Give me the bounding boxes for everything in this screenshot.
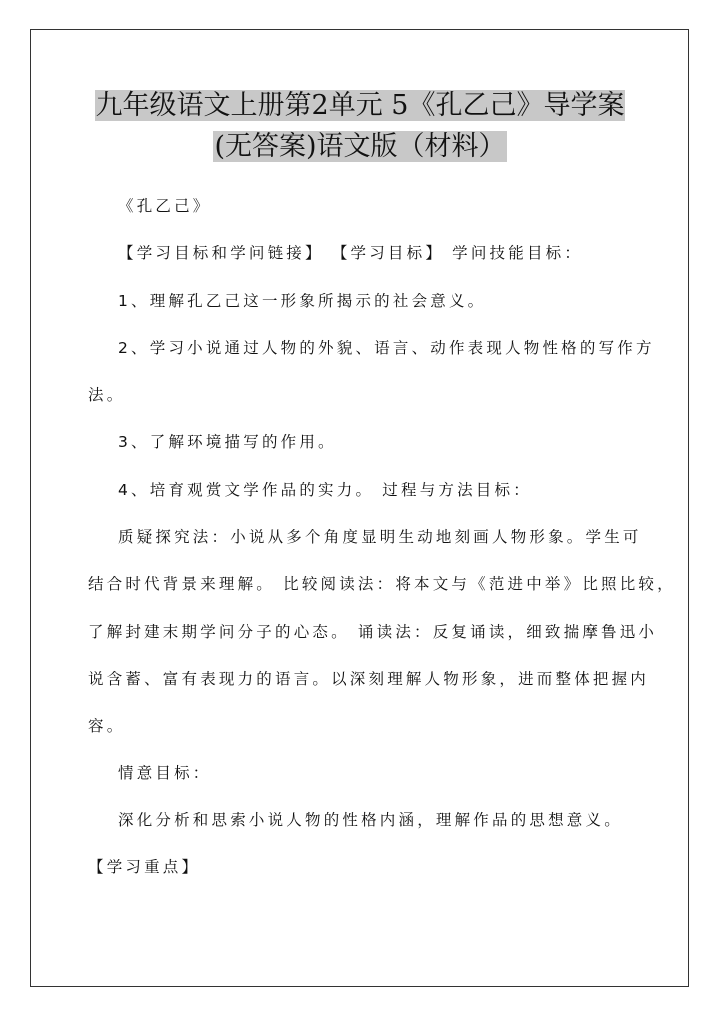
text-line-6: 3、了解环境描写的作用。 bbox=[118, 433, 337, 451]
text-line-5: 法。 bbox=[88, 386, 126, 404]
text-line-14: 深化分析和思索小说人物的性格内涵，理解作品的思想意义。 bbox=[118, 811, 623, 829]
document-title-line-2: (无答案)语文版（材料） bbox=[214, 131, 506, 162]
text-line-2: 【学习目标和学问链接】 【学习目标】 学问技能目标： bbox=[118, 244, 584, 262]
text-line-4: 2、学习小说通过人物的外貌、语言、动作表现人物性格的写作方 bbox=[118, 339, 655, 357]
text-line-12: 容。 bbox=[88, 717, 126, 735]
text-line-9: 结合时代背景来理解。 比较阅读法：将本文与《范进中举》比照比较， bbox=[88, 575, 676, 593]
text-line-11: 说含蓄、富有表现力的语言。以深刻理解人物形象，进而整体把握内 bbox=[88, 670, 650, 688]
document-title-line-1: 九年级语文上册第2单元 5《孔乙己》导学案 bbox=[95, 90, 625, 121]
text-line-7: 4、培育观赏文学作品的实力。 过程与方法目标： bbox=[118, 481, 532, 499]
text-line-3: 1、理解孔乙己这一形象所揭示的社会意义。 bbox=[118, 292, 487, 310]
page-border bbox=[30, 29, 689, 987]
text-line-8: 质疑探究法：小说从多个角度显明生动地刻画人物形象。学生可 bbox=[118, 528, 642, 546]
text-line-10: 了解封建末期学问分子的心态。 诵读法：反复诵读，细致揣摩鲁迅小 bbox=[88, 623, 658, 641]
text-line-15: 【学习重点】 bbox=[88, 858, 201, 876]
text-line-13: 情意目标： bbox=[118, 764, 212, 782]
text-line-1: 《孔乙己》 bbox=[118, 197, 212, 215]
